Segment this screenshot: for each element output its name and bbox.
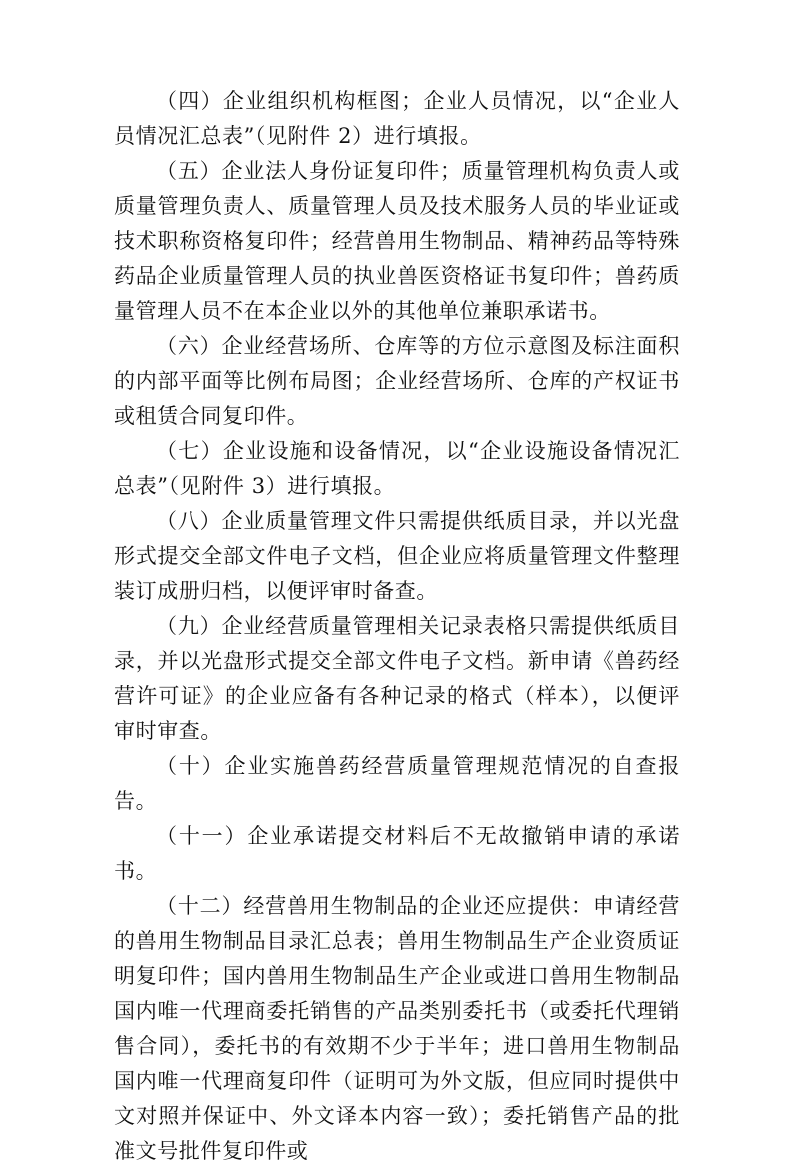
paragraph-12: （十二）经营兽用生物制品的企业还应提供：申请经营的兽用生物制品目录汇总表；兽用生物制品生产企业资质证明复印件；国内兽用生物制品生产企业或进口兽用生物制品国内唯一代理商委托销售的产品类别委托书（或委托代理销售合同），委托书的有效期不少于半年；进口兽用生物制品国内唯一代理商复印件（证明可为外文版，但应同时提供中文对照并保证中、外文译本内容一致）；委托销售产品的批准文号批件复印件或: [114, 894, 680, 1163]
paragraph-9: （九）企业经营质量管理相关记录表格只需提供纸质目录，并以光盘形式提交全部文件电子文档。新申请《兽药经营许可证》的企业应备有各种记录的格式（样本），以便评审时审查。: [114, 614, 680, 743]
paragraph-8: （八）企业质量管理文件只需提供纸质目录，并以光盘形式提交全部文件电子文档，但企业应将质量管理文件整理装订成册归档，以便评审时备查。: [114, 509, 680, 603]
paragraph-10: （十）企业实施兽药经营质量管理规范情况的自查报告。: [114, 754, 680, 813]
paragraph-11: （十一）企业承诺提交材料后不无故撤销申请的承诺书。: [114, 824, 680, 883]
paragraph-5: （五）企业法人身份证复印件；质量管理机构负责人或质量管理负责人、质量管理人员及技术服务人员的毕业证或技术职称资格复印件；经营兽用生物制品、精神药品等特殊药品企业质量管理人员的执业兽医资格证书复印件；兽药质量管理人员不在本企业以外的其他单位兼职承诺书。: [114, 159, 680, 323]
paragraph-7: （七）企业设施和设备情况，以“企业设施设备情况汇总表”（见附件 3）进行填报。: [114, 439, 680, 498]
document-body: [114, 84, 680, 1169]
paragraph-6: （六）企业经营场所、仓库等的方位示意图及标注面积的内部平面等比例布局图；企业经营场所、仓库的产权证书或租赁合同复印件。: [114, 334, 680, 428]
paragraph-4: （四）企业组织机构框图；企业人员情况，以“企业人员情况汇总表”（见附件 2）进行填报。: [114, 89, 680, 148]
